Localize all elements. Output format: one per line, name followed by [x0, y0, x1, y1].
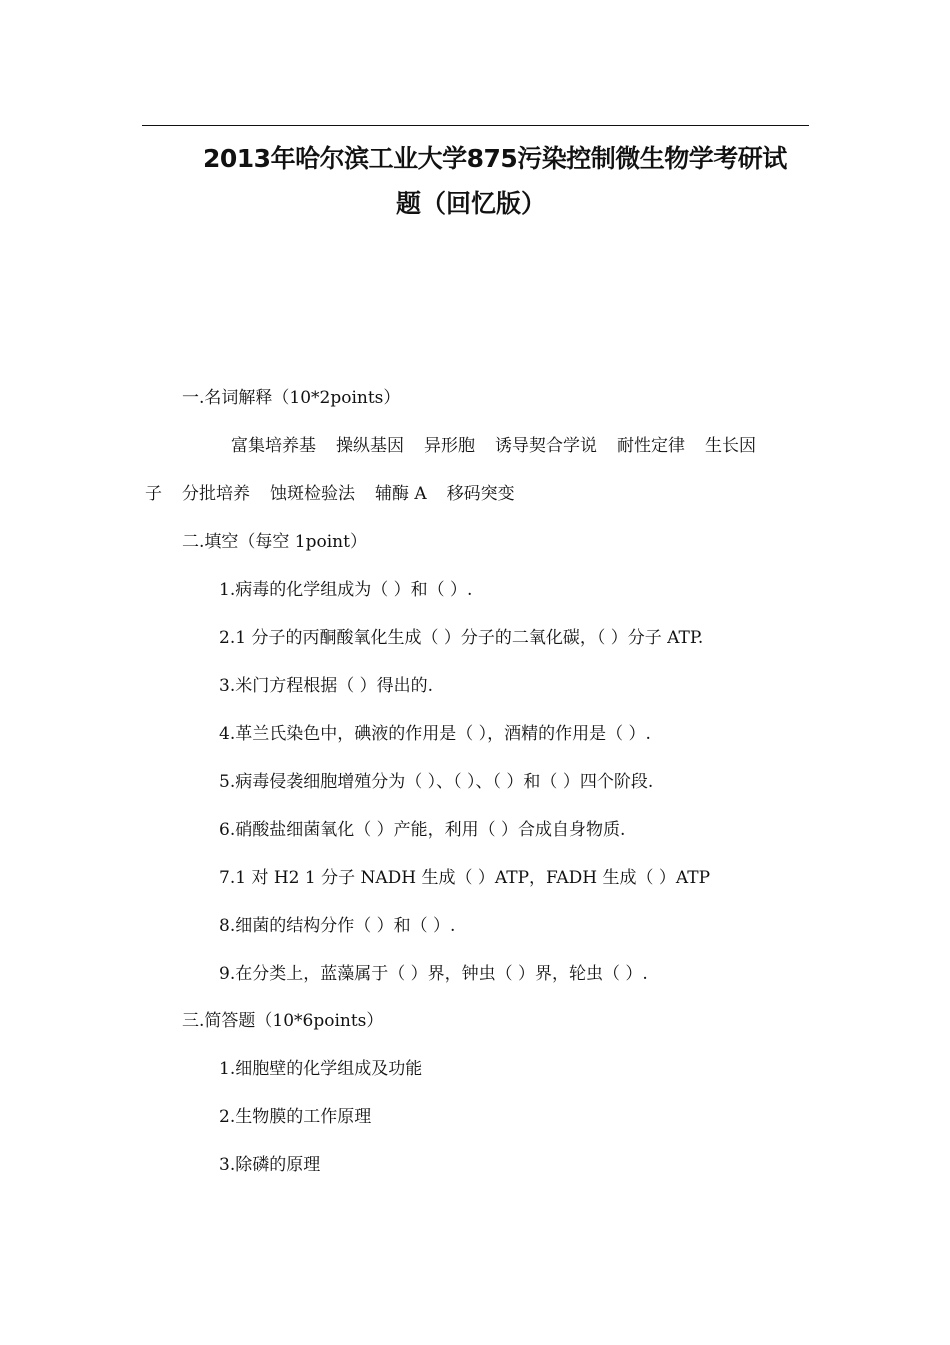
- fill-blank-item: 9.在分类上，蓝藻属于（ ）界，钟虫（ ）界，轮虫（ ）.: [219, 964, 648, 984]
- term: 辅酶 A: [375, 484, 427, 504]
- fill-blank-item: 3.米门方程根据（ ）得出的.: [219, 676, 434, 696]
- fill-blank-item: 5.病毒侵袭细胞增殖分为（ ）、（ ）、（ ）和（ ）四个阶段.: [219, 772, 654, 792]
- term: 蚀斑检验法: [270, 484, 355, 504]
- section1-heading: 一.名词解释（10*2points）: [182, 388, 401, 408]
- document-title-line2: 题（回忆版）: [396, 189, 547, 218]
- fill-blank-item: 7.1 对 H2 1 分子 NADH 生成（ ）ATP，FADH 生成（ ）ATP: [219, 868, 711, 888]
- document-title-line1: 2013年哈尔滨工业大学875污染控制微生物学考研试: [203, 144, 787, 173]
- term: 操纵基因: [336, 436, 404, 456]
- short-answer-item: 1.细胞壁的化学组成及功能: [219, 1059, 423, 1079]
- term: 耐性定律: [617, 436, 685, 456]
- short-answer-item: 2.生物膜的工作原理: [219, 1107, 372, 1127]
- fill-blank-item: 2.1 分子的丙酮酸氧化生成（ ）分子的二氧化碳，（ ）分子 ATP.: [219, 628, 704, 648]
- term: 子: [145, 484, 162, 504]
- section3-heading: 三.简答题（10*6points）: [182, 1011, 384, 1031]
- section1-terms-line1: [231, 433, 756, 459]
- fill-blank-item: 4.革兰氏染色中，碘液的作用是（ ），酒精的作用是（ ）.: [219, 724, 651, 744]
- section1-terms-line2: [145, 481, 515, 507]
- fill-blank-item: 8.细菌的结构分作（ ）和（ ）.: [219, 916, 456, 936]
- term: 诱导契合学说: [495, 436, 597, 456]
- term: 生长因: [705, 436, 756, 456]
- header-rule: [142, 125, 809, 126]
- fill-blank-item: 1.病毒的化学组成为（ ）和（ ）.: [219, 580, 473, 600]
- term: 异形胞: [424, 436, 475, 456]
- term: 富集培养基: [231, 436, 316, 456]
- short-answer-item: 3.除磷的原理: [219, 1155, 321, 1175]
- section2-heading: 二.填空（每空 1point）: [182, 532, 367, 552]
- fill-blank-item: 6.硝酸盐细菌氧化（ ）产能，利用（ ）合成自身物质.: [219, 820, 626, 840]
- term: 分批培养: [182, 484, 250, 504]
- term: 移码突变: [446, 484, 515, 504]
